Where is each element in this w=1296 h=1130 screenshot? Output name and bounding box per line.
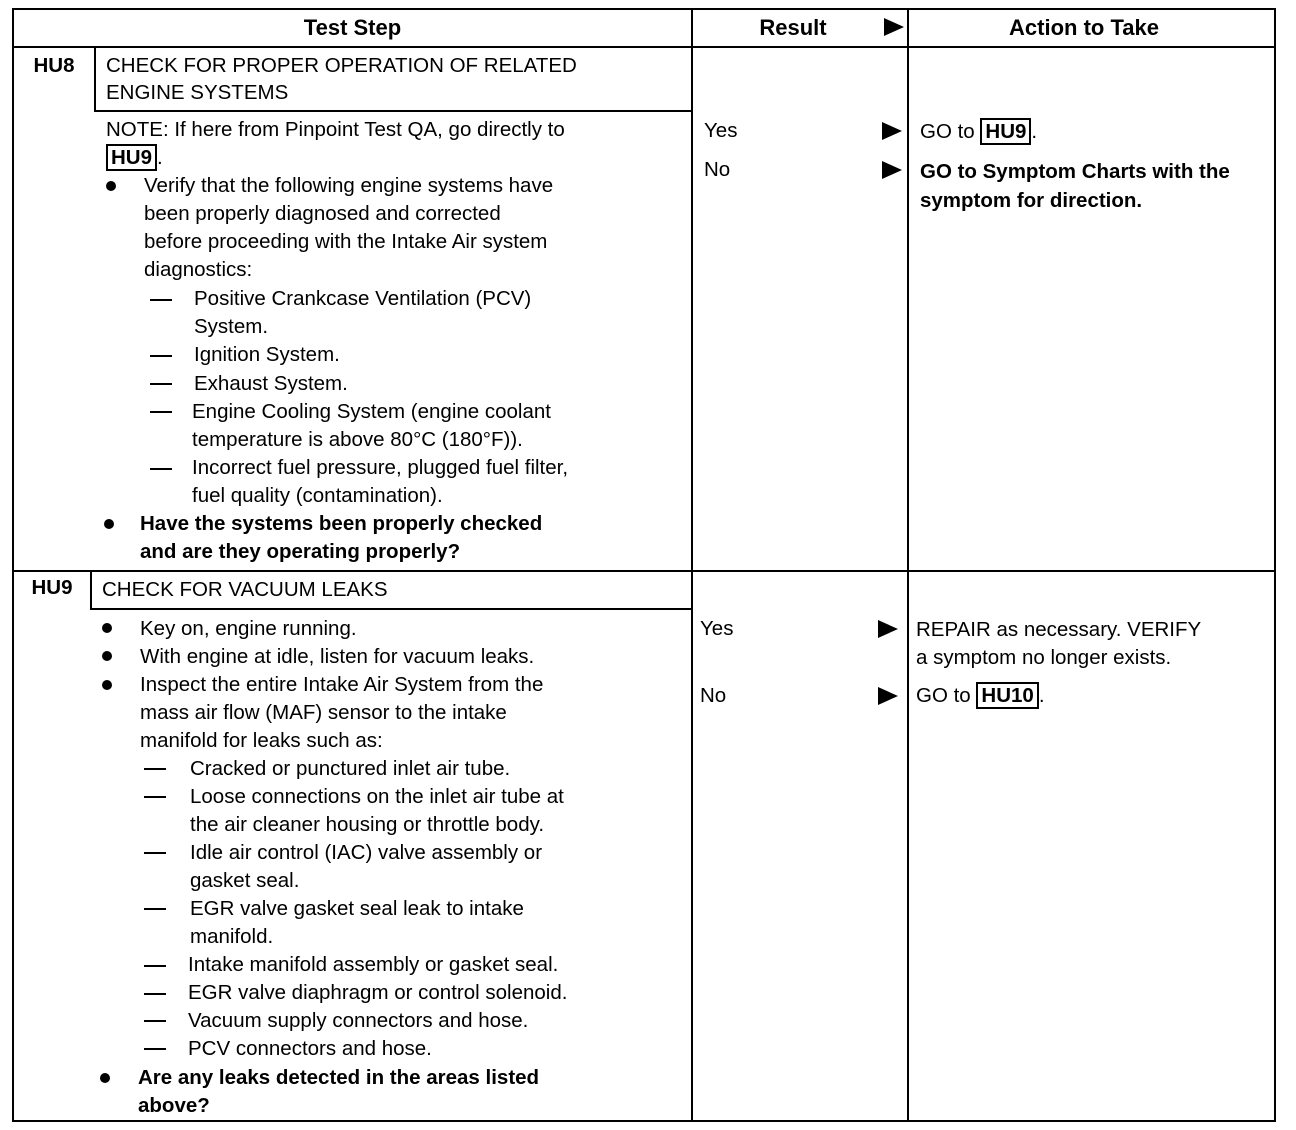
hu9-bullet3-l1: Inspect the entire Intake Air System from the: [140, 673, 544, 696]
hu8-sub1-dash: [150, 299, 172, 301]
hu8-action-yes-text: GO to: [920, 120, 975, 143]
hu9-sub2-l1: Loose connections on the inlet air tube at: [190, 785, 564, 808]
hu9-no-arrow-icon: [878, 687, 898, 705]
hu9-sub7-dash: [144, 1020, 166, 1022]
hu8-action-yes-ref: HU9: [980, 118, 1031, 145]
hu9-sub6-dash: [144, 993, 166, 995]
header-divider: [14, 46, 1274, 48]
hu8-sub2-dash: [150, 355, 172, 357]
hu9-action-yes-l2: a symptom no longer exists.: [916, 646, 1172, 669]
hu9-question-l1: [138, 1064, 539, 1092]
hu9-sub8: PCV connectors and hose.: [188, 1037, 432, 1060]
hu8-sub1-l1: Positive Crankcase Ventilation (PCV): [194, 287, 532, 310]
hu8-sub5-dash: [150, 468, 172, 470]
hu9-sub5-dash: [144, 965, 166, 967]
hu9-sub8-dash: [144, 1048, 166, 1050]
hu8-note-ref: HU9: [106, 144, 157, 171]
hu9-sub7: Vacuum supply connectors and hose.: [188, 1009, 529, 1032]
hu9-title-underline: [90, 608, 692, 610]
hu9-sub5: Intake manifold assembly or gasket seal.: [188, 953, 559, 976]
hu9-bullet1: Key on, engine running.: [140, 617, 357, 640]
hu9-id-divider: [90, 570, 92, 608]
hu8-question-text2: and are they operating properly?: [140, 540, 461, 563]
hu9-action-no: GO to HU10 .: [916, 684, 1045, 707]
hu9-yes-arrow-icon: [878, 620, 898, 638]
hu8-question-bullet-icon: [104, 519, 114, 529]
hu8-result-yes: Yes: [704, 119, 738, 142]
hu8-bullet1-l4: diagnostics:: [144, 258, 253, 281]
hu9-bullet3-icon: [102, 680, 112, 690]
hu8-bullet1-l3: before proceeding with the Intake Air system: [144, 230, 548, 253]
hu9-sub1: Cracked or punctured inlet air tube.: [190, 757, 511, 780]
hu8-note: [106, 116, 565, 144]
hu8-bullet1-icon: [106, 181, 116, 191]
hu9-sub2-dash: [144, 796, 166, 798]
hu8-sub2: Ignition System.: [194, 343, 340, 366]
hu9-sub4-dash: [144, 908, 166, 910]
hu9-bullet2-icon: [102, 651, 112, 661]
hu9-bullet3-l2: mass air flow (MAF) sensor to the intake: [140, 701, 507, 724]
col-divider-result-action: [907, 10, 909, 1120]
hu9-sub4-l2: manifold.: [190, 925, 274, 948]
hu9-title: CHECK FOR VACUUM LEAKS: [102, 578, 388, 601]
hu9-action-yes-l1: REPAIR as necessary. VERIFY: [916, 618, 1202, 641]
hu8-sub3-dash: [150, 383, 172, 385]
hu9-sub4-l1: EGR valve gasket seal leak to intake: [190, 897, 524, 920]
hu8-bullet1-l1: Verify that the following engine systems have: [144, 174, 554, 197]
diagnostic-table: [12, 8, 1276, 1122]
hu8-sub5-l1: Incorrect fuel pressure, plugged fuel filter,: [192, 456, 569, 479]
hu8-title-line2: ENGINE SYSTEMS: [106, 81, 289, 104]
row-divider: [14, 570, 1274, 572]
hu8-sub1-l2: System.: [194, 315, 269, 338]
hu9-sub3-l2: gasket seal.: [190, 869, 300, 892]
header-test-step: Test Step: [303, 15, 402, 40]
header-action: Action to Take: [1009, 15, 1159, 40]
hu8-no-arrow-icon: [882, 161, 902, 179]
hu9-question-l2: [138, 1092, 210, 1120]
hu9-step-id: HU9: [31, 576, 73, 599]
hu9-question-bullet-icon: [100, 1073, 110, 1083]
hu9-action-no-ref: HU10: [976, 682, 1038, 709]
hu9-sub6: EGR valve diaphragm or control solenoid.: [188, 981, 568, 1004]
hu9-sub3-dash: [144, 852, 166, 854]
hu8-question-text1: Have the systems been properly checked: [140, 512, 543, 535]
hu9-result-yes: Yes: [700, 617, 734, 640]
hu8-title-line1: CHECK FOR PROPER OPERATION OF RELATED: [106, 54, 577, 77]
header-arrow-icon: [884, 18, 904, 36]
hu9-result-no: No: [700, 684, 727, 707]
hu8-yes-arrow-icon: [882, 122, 902, 140]
hu8-result-no: No: [704, 158, 731, 181]
hu8-question-l2: [140, 538, 460, 566]
hu8-sub4-dash: [150, 411, 172, 413]
hu9-sub2-l2: the air cleaner housing or throttle body.: [190, 813, 545, 836]
hu8-action-yes: GO to HU9 .: [920, 120, 1038, 143]
hu8-sub4-l1: Engine Cooling System (engine coolant: [192, 400, 551, 423]
hu8-step-id: HU8: [33, 54, 75, 77]
hu8-bullet1-l2: been properly diagnosed and corrected: [144, 202, 501, 225]
hu9-bullet1-icon: [102, 623, 112, 633]
hu8-sub4-l2: temperature is above 80°C (180°F)).: [192, 428, 523, 451]
hu9-sub3-l1: Idle air control (IAC) valve assembly or: [190, 841, 543, 864]
hu8-sub5-l2: fuel quality (contamination).: [192, 484, 443, 507]
header-result: Result: [759, 15, 827, 40]
hu9-action-no-text: GO to: [916, 684, 971, 707]
col-divider-step-result: [691, 10, 693, 1120]
hu9-sub1-dash: [144, 768, 166, 770]
hu8-sub3: Exhaust System.: [194, 372, 348, 395]
hu8-action-no-l1: GO to Symptom Charts with the: [920, 160, 1230, 183]
hu9-bullet3-l3: manifold for leaks such as:: [140, 729, 383, 752]
hu9-question-text1: Are any leaks detected in the areas listed: [138, 1066, 540, 1089]
hu8-question-l1: [140, 510, 542, 538]
hu9-bullet2: With engine at idle, listen for vacuum leaks.: [140, 645, 535, 668]
hu9-question-text2: above?: [138, 1094, 210, 1117]
hu8-action-no-l2: symptom for direction.: [920, 189, 1143, 212]
hu8-id-divider: [94, 46, 96, 110]
hu8-title-underline: [94, 110, 692, 112]
hu8-note-text: NOTE: If here from Pinpoint Test QA, go directly to: [106, 118, 565, 141]
hu8-note-ref-line: HU9 .: [106, 144, 163, 172]
